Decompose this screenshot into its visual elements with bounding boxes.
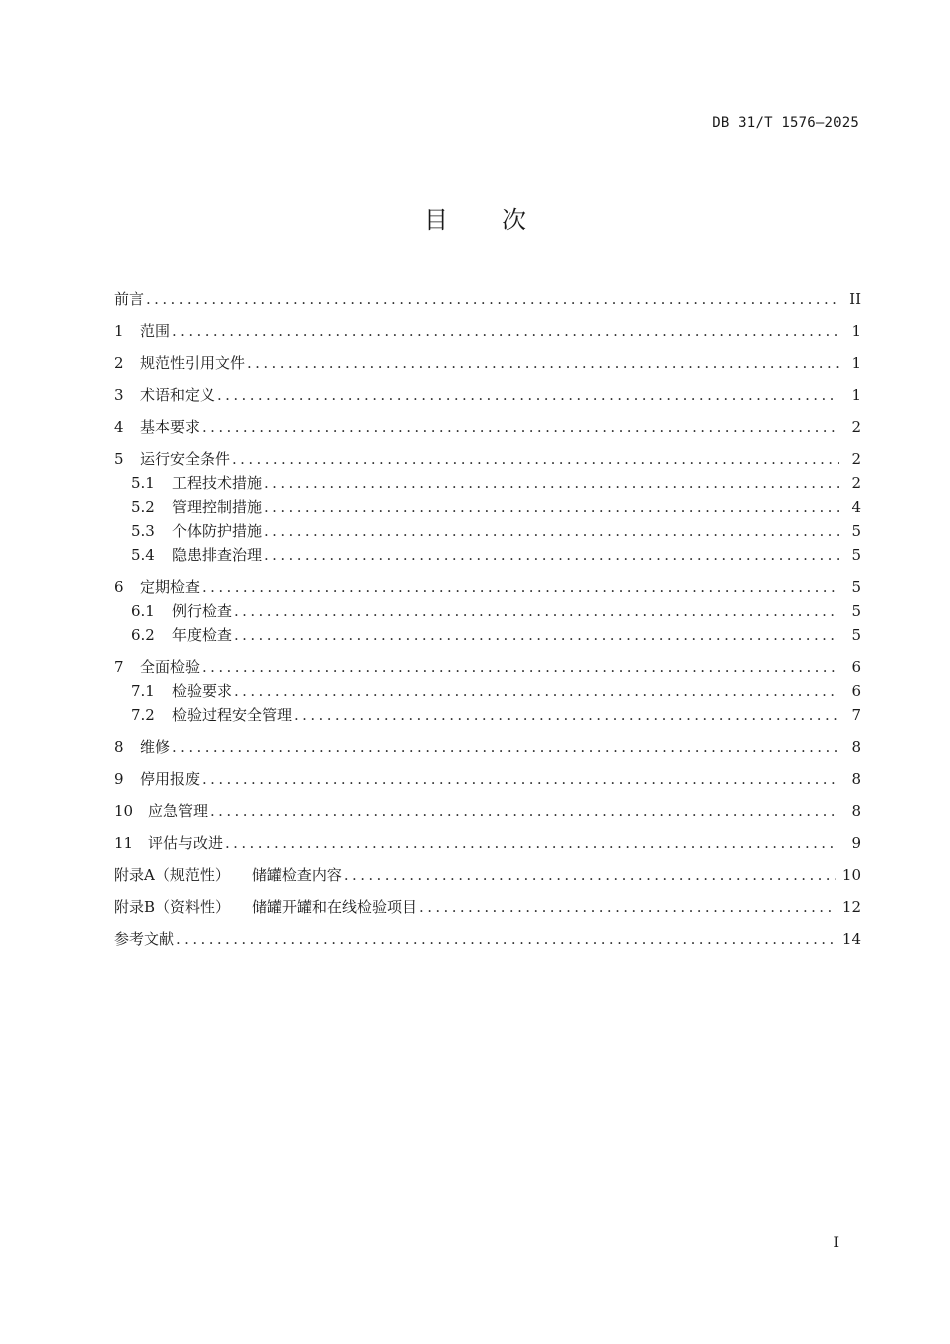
toc-entry-label-text: 停用报废 (140, 770, 201, 788)
toc-entry-number: 6.2 (131, 626, 155, 644)
toc-entry-label-text: 定期检查 (140, 578, 201, 596)
toc-entry-number: 11 (114, 834, 134, 852)
toc-dot-leader (225, 831, 839, 855)
toc-entry[interactable] (114, 351, 861, 375)
toc-entry-number: 6 (114, 578, 124, 596)
toc-dot-leader (202, 415, 839, 439)
toc-entry-label-text: 检验过程安全管理 (172, 706, 293, 724)
toc-entry[interactable] (114, 863, 861, 887)
toc-entry[interactable] (114, 735, 861, 759)
toc-dot-leader (210, 799, 839, 823)
toc-entry-page: 5 (851, 578, 861, 596)
toc-entry-label (172, 543, 264, 567)
toc-entry-label-text: 运行安全条件 (140, 450, 231, 468)
toc-entry[interactable] (114, 415, 861, 439)
toc-entry-label (172, 471, 264, 495)
toc-dot-leader (217, 383, 839, 407)
toc-entry-page: 5 (851, 522, 861, 540)
toc-entry-annex-title: 储罐开罐和在线检验项目 (252, 898, 418, 916)
toc-entry-label (140, 655, 202, 679)
toc-entry-page: 8 (851, 802, 861, 820)
toc-entry-label-text: 个体防护措施 (172, 522, 263, 540)
toc-entry-number: 5.2 (131, 498, 155, 516)
toc-entry[interactable] (114, 679, 861, 703)
toc-entry-page: 1 (851, 322, 861, 340)
toc-entry-number: 5.1 (131, 474, 155, 492)
page-title (0, 200, 950, 235)
toc-entry-page: 5 (851, 602, 861, 620)
toc-entry-label-text: 工程技术措施 (172, 474, 263, 492)
toc-dot-leader (146, 287, 839, 311)
toc-entry-label-text: 检验要求 (172, 682, 233, 700)
toc-entry-label (114, 927, 176, 951)
toc-entry-label-text: 术语和定义 (140, 386, 216, 404)
toc-entry-label (140, 735, 172, 759)
toc-entry-page: 8 (851, 738, 861, 756)
toc-entry-label (172, 623, 234, 647)
toc-entry[interactable] (114, 599, 861, 623)
table-of-contents (114, 287, 861, 951)
toc-entry-label-text: 范围 (140, 322, 171, 340)
toc-entry-page: 14 (841, 930, 861, 948)
toc-entry[interactable] (114, 895, 861, 919)
toc-entry-page: 2 (851, 418, 861, 436)
toc-entry-label (140, 351, 247, 375)
toc-dot-leader (232, 447, 839, 471)
toc-dot-leader (264, 495, 839, 519)
toc-entry-page: 7 (851, 706, 861, 724)
toc-entry-number: 1 (114, 322, 124, 340)
toc-entry[interactable] (114, 287, 861, 311)
toc-entry-number: 7 (114, 658, 124, 676)
toc-entry-number: 5.3 (131, 522, 155, 540)
toc-entry-label-text: 应急管理 (148, 802, 209, 820)
toc-entry-label (172, 679, 234, 703)
toc-entry[interactable] (114, 767, 861, 791)
toc-entry-number: 7.2 (131, 706, 155, 724)
toc-entry-label-text: 评估与改进 (148, 834, 224, 852)
toc-entry-number: 7.1 (131, 682, 155, 700)
toc-entry-label-text: 维修 (140, 738, 171, 756)
toc-entry-number: 5.4 (131, 546, 155, 564)
toc-entry-label (114, 287, 146, 311)
toc-entry-page: 8 (851, 770, 861, 788)
toc-entry-page: 4 (851, 498, 861, 516)
toc-entry[interactable] (114, 703, 861, 727)
toc-entry-page: 2 (851, 450, 861, 468)
toc-entry-page: 6 (851, 682, 861, 700)
toc-entry[interactable] (114, 471, 861, 495)
toc-entry-number: 4 (114, 418, 124, 436)
toc-entry-page: 5 (851, 626, 861, 644)
toc-entry-label (140, 319, 172, 343)
toc-dot-leader (247, 351, 839, 375)
toc-entry-label (140, 447, 232, 471)
toc-entry-label (114, 895, 419, 919)
toc-dot-leader (264, 519, 839, 543)
toc-entry-label (148, 799, 210, 823)
toc-entry-label-text: 隐患排查治理 (172, 546, 263, 564)
toc-entry[interactable] (114, 927, 861, 951)
toc-entry[interactable] (114, 519, 861, 543)
standard-code: DB 31/T 1576—2025 (712, 115, 859, 131)
toc-entry-label (140, 767, 202, 791)
toc-dot-leader (419, 895, 836, 919)
toc-entry-label (172, 599, 234, 623)
toc-entry-label (140, 415, 202, 439)
toc-dot-leader (344, 863, 836, 887)
toc-entry-label (140, 575, 202, 599)
toc-entry-label (172, 703, 294, 727)
toc-dot-leader (234, 623, 839, 647)
toc-dot-leader (202, 655, 839, 679)
toc-entry[interactable] (114, 831, 861, 855)
toc-entry-label (140, 383, 217, 407)
toc-entry-label-text: 规范性引用文件 (140, 354, 246, 372)
toc-dot-leader (202, 575, 839, 599)
toc-dot-leader (294, 703, 839, 727)
toc-entry[interactable] (114, 495, 861, 519)
toc-entry-number: 10 (114, 802, 134, 820)
toc-entry-page: 2 (851, 474, 861, 492)
toc-entry-label-text: 基本要求 (140, 418, 201, 436)
toc-entry-number: 9 (114, 770, 124, 788)
toc-entry-page: 1 (851, 386, 861, 404)
toc-entry-label-text: 年度检查 (172, 626, 233, 644)
toc-entry-page: 10 (841, 866, 861, 884)
toc-entry-label-text: 例行检查 (172, 602, 233, 620)
toc-entry-page: 1 (851, 354, 861, 372)
toc-entry[interactable] (114, 799, 861, 823)
toc-dot-leader (172, 319, 839, 343)
toc-entry-number: 8 (114, 738, 124, 756)
toc-dot-leader (172, 735, 839, 759)
toc-entry-number: 5 (114, 450, 124, 468)
toc-entry[interactable] (114, 575, 861, 599)
toc-entry-page: 12 (841, 898, 861, 916)
toc-entry-annex-title: 储罐检查内容 (251, 866, 342, 884)
page-number: I (833, 1235, 839, 1251)
toc-entry[interactable] (114, 623, 861, 647)
toc-entry-label-text: 参考文献 (114, 930, 175, 948)
toc-dot-leader (234, 679, 839, 703)
toc-entry-label-text: 前言 (114, 290, 145, 308)
toc-entry[interactable] (114, 543, 861, 567)
page-title-char-2: 次 (502, 206, 526, 234)
toc-entry-label-text: 附录A（规范性） (114, 866, 230, 884)
toc-entry[interactable] (114, 383, 861, 407)
toc-entry-label (148, 831, 225, 855)
toc-dot-leader (264, 471, 839, 495)
toc-entry-label (172, 519, 264, 543)
toc-entry-label-text: 附录B（资料性） (114, 898, 231, 916)
toc-entry[interactable] (114, 655, 861, 679)
toc-dot-leader (176, 927, 836, 951)
toc-entry-label (172, 495, 264, 519)
toc-entry-label-text: 管理控制措施 (172, 498, 263, 516)
page-title-char-1: 目 (424, 206, 448, 234)
toc-entry-number: 3 (114, 386, 124, 404)
toc-entry-page: 9 (851, 834, 861, 852)
toc-dot-leader (264, 543, 839, 567)
toc-entry-number: 2 (114, 354, 124, 372)
toc-dot-leader (234, 599, 839, 623)
toc-entry-number: 6.1 (131, 602, 155, 620)
toc-entry[interactable] (114, 319, 861, 343)
toc-entry-label-text: 全面检验 (140, 658, 201, 676)
toc-entry-label (114, 863, 344, 887)
toc-entry-page: 6 (851, 658, 861, 676)
toc-entry-page: 5 (851, 546, 861, 564)
toc-entry[interactable] (114, 447, 861, 471)
toc-entry-page: II (849, 290, 861, 308)
toc-dot-leader (202, 767, 839, 791)
